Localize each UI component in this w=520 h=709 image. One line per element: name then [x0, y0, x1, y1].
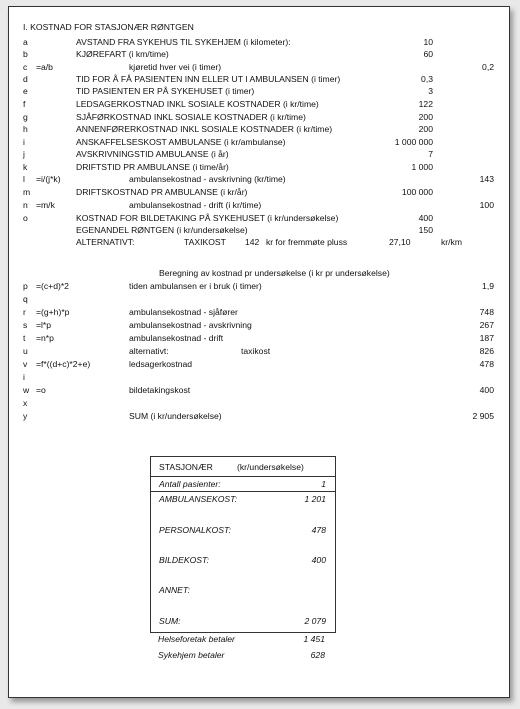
row-letter: t — [23, 333, 26, 343]
row-letter: j — [23, 149, 25, 159]
row-value: 200 — [418, 124, 433, 134]
row-label: EGENANDEL RØNTGEN (i kr/undersøkelse) — [76, 225, 248, 235]
row-value: 400 — [418, 213, 433, 223]
row-letter: m — [23, 187, 31, 197]
row-label: tiden ambulansen er i bruk (i timer) — [129, 281, 262, 291]
row-formula: =o — [36, 385, 46, 395]
row-label: ANSKAFFELSESKOST AMBULANSE (i kr/ambulanse) — [76, 137, 286, 147]
row-label: ambulansekostnad - drift — [129, 333, 224, 343]
row-label: ambulansekostnad - drift (i kr/time) — [129, 200, 262, 210]
summary-divider — [151, 476, 335, 477]
row-letter: q — [23, 294, 28, 304]
row-label: ledsagerkostnad — [129, 359, 193, 369]
row-result: 748 — [479, 307, 494, 317]
row-letter: o — [23, 213, 28, 223]
summary-item-label: SUM: — [159, 616, 181, 626]
summary-item-label: BILDEKOST: — [159, 555, 209, 565]
row-label: SJÅFØRKOSTNAD INKL SOSIALE KOSTNADER (i kr/time) — [76, 112, 306, 122]
row-letter: v — [23, 359, 28, 369]
row-formula: =a/b — [36, 62, 53, 72]
row-value: 0,3 — [421, 74, 433, 84]
row-result: 100 — [479, 200, 494, 210]
row-letter: w — [23, 385, 30, 395]
document-title: I. KOSTNAD FOR STASJONÆR RØNTGEN — [23, 22, 194, 32]
row-letter: r — [23, 307, 26, 317]
row-label: TID PASIENTEN ER PÅ SYKEHUSET (i timer) — [76, 86, 255, 96]
row-result: 826 — [479, 346, 494, 356]
row-letter: l — [23, 174, 25, 184]
alternative-note: kr for fremmøte pluss — [266, 237, 348, 247]
summary-item-value: 478 — [311, 525, 326, 535]
alternative-rate: 27,10 — [389, 237, 411, 247]
section2-title: Beregning av kostnad pr undersøkelse (i kr pr undersøkelse) — [159, 268, 390, 278]
row-label: ambulansekostnad - avskrivning — [129, 320, 252, 330]
helseforetak-label: Helseforetak betaler — [158, 634, 235, 644]
row-label: DRIFTSKOSTNAD PR AMBULANSE (i kr/år) — [76, 187, 248, 197]
row-extra: taxikost — [241, 346, 271, 356]
row-value: 60 — [423, 49, 433, 59]
row-letter: u — [23, 346, 28, 356]
row-letter: b — [23, 49, 28, 59]
row-label: alternativt: — [129, 346, 169, 356]
row-label: TID FOR Å FÅ PASIENTEN INN ELLER UT I AMBULANSEN (i timer) — [76, 74, 341, 84]
helseforetak-value: 1 451 — [303, 634, 325, 644]
row-result: 0,2 — [482, 62, 494, 72]
row-result: 478 — [479, 359, 494, 369]
row-formula: =l*p — [36, 320, 52, 330]
document-page — [8, 6, 510, 698]
row-letter: i — [23, 137, 25, 147]
row-value: 100 000 — [401, 187, 433, 197]
row-letter: n — [23, 200, 28, 210]
row-label: AVSTAND FRA SYKEHUS TIL SYKEHJEM (i kilometer): — [76, 37, 291, 47]
row-letter: f — [23, 99, 26, 109]
alternative-amount: 142 — [245, 237, 260, 247]
row-label: KOSTNAD FOR BILDETAKING PÅ SYKEHUSET (i kr/undersøkelse) — [76, 213, 339, 223]
row-formula: =n*p — [36, 333, 54, 343]
row-letter: g — [23, 112, 28, 122]
row-label: KJØREFART (i km/time) — [76, 49, 169, 59]
row-letter: i — [23, 372, 25, 382]
row-letter: a — [23, 37, 28, 47]
alternative-type: TAXIKOST — [184, 237, 226, 247]
row-value: 1 000 — [411, 162, 433, 172]
summary-item-label: AMBULANSEKOST: — [159, 494, 238, 504]
row-label: bildetakingskost — [129, 385, 191, 395]
patients-label: Antall pasienter: — [159, 479, 221, 489]
summary-header: STASJONÆR — [159, 462, 213, 472]
summary-divider — [151, 491, 335, 492]
row-letter: s — [23, 320, 28, 330]
row-value: 3 — [428, 86, 433, 96]
row-value: 1 000 000 — [394, 137, 433, 147]
row-letter: k — [23, 162, 28, 172]
summary-box — [150, 456, 336, 633]
row-label: ambulansekostnad - sjåfører — [129, 307, 238, 317]
alternative-label: ALTERNATIVT: — [76, 237, 135, 247]
row-label: LEDSAGERKOSTNAD INKL SOSIALE KOSTNADER (i kr/time) — [76, 99, 319, 109]
row-result: 2 905 — [472, 411, 494, 421]
row-letter: c — [23, 62, 28, 72]
row-label: AVSKRIVNINGSTID AMBULANSE (i år) — [76, 149, 229, 159]
row-letter: h — [23, 124, 28, 134]
row-label: ambulansekostnad - avskrivning (kr/time) — [129, 174, 286, 184]
row-value: 150 — [418, 225, 433, 235]
row-letter: p — [23, 281, 28, 291]
row-letter: d — [23, 74, 28, 84]
row-formula: =(c+d)*2 — [36, 281, 69, 291]
row-value: 10 — [423, 37, 433, 47]
patients-value: 1 — [321, 479, 326, 489]
row-result: 267 — [479, 320, 494, 330]
summary-unit: (kr/undersøkelse) — [237, 462, 304, 472]
row-value: 200 — [418, 112, 433, 122]
row-formula: =m/k — [36, 200, 55, 210]
row-letter: e — [23, 86, 28, 96]
summary-item-label: ANNET: — [159, 585, 190, 595]
row-result: 400 — [479, 385, 494, 395]
row-label: SUM (i kr/undersøkelse) — [129, 411, 222, 421]
row-result: 187 — [479, 333, 494, 343]
row-label: kjøretid hver vei (i timer) — [129, 62, 222, 72]
row-formula: =i/(j*k) — [36, 174, 61, 184]
row-value: 122 — [418, 99, 433, 109]
row-label: DRIFTSTID PR AMBULANSE (i time/år) — [76, 162, 229, 172]
row-result: 143 — [479, 174, 494, 184]
row-label: ANNENFØRERKOSTNAD INKL SOSIALE KOSTNADER (i kr/time) — [76, 124, 333, 134]
sykehjem-label: Sykehjem betaler — [158, 650, 225, 660]
row-letter: y — [23, 411, 28, 421]
row-formula: =f*((d+c)*2+e) — [36, 359, 91, 369]
sykehjem-value: 628 — [310, 650, 325, 660]
row-formula: =(g+h)*p — [36, 307, 70, 317]
summary-item-label: PERSONALKOST: — [159, 525, 231, 535]
row-letter: x — [23, 398, 28, 408]
alternative-unit: kr/km — [441, 237, 463, 247]
summary-item-value: 1 201 — [304, 494, 326, 504]
row-value: 7 — [428, 149, 433, 159]
summary-item-value: 2 079 — [304, 616, 326, 626]
row-result: 1,9 — [482, 281, 494, 291]
summary-item-value: 400 — [311, 555, 326, 565]
